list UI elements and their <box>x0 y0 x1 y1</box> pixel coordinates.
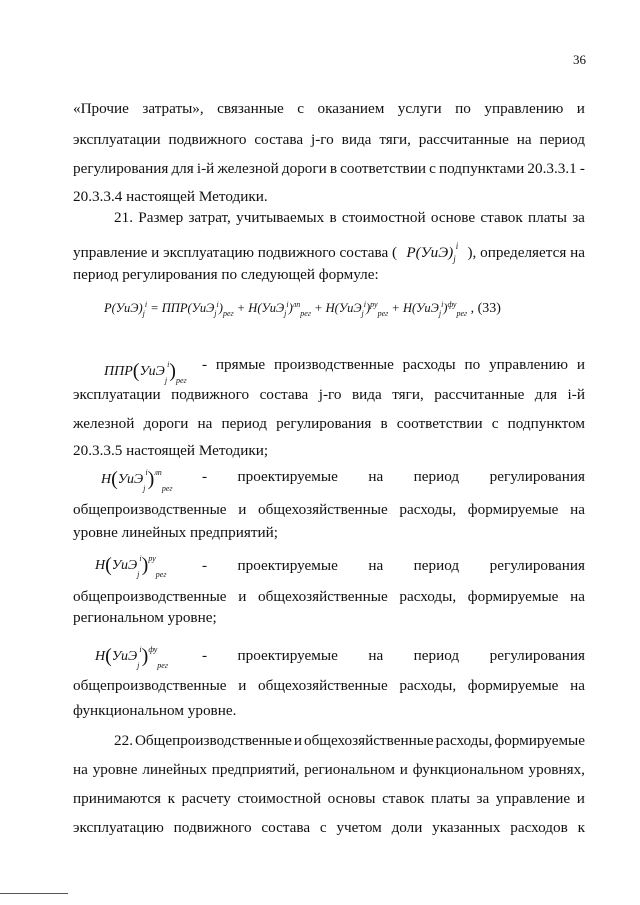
word: проектируемые <box>237 557 338 574</box>
word: стоимостной <box>237 790 322 807</box>
ppr-def-line3 <box>73 414 585 434</box>
word: формируемые <box>467 677 559 694</box>
word: период <box>413 647 460 664</box>
word: ставок <box>382 790 425 807</box>
word: подвижного <box>171 386 250 403</box>
word: Общепроизводственные <box>134 732 292 749</box>
word: к <box>167 790 176 807</box>
ppr-def-line2 <box>73 385 585 405</box>
para21-line2-before: управление и эксплуатацию подвижного состава ( <box>73 243 398 261</box>
word: и <box>576 356 585 373</box>
word: дороги <box>143 415 189 432</box>
word: эксплуатации <box>73 386 161 403</box>
word: в <box>329 160 338 177</box>
word: уровнях, <box>528 761 585 778</box>
para1-line1 <box>73 99 585 119</box>
word: j-го <box>318 386 342 403</box>
word: дороги <box>281 160 327 177</box>
word: общехозяйственные <box>258 501 388 518</box>
word: на <box>570 588 585 605</box>
word: период <box>413 468 460 485</box>
word: и <box>238 501 247 518</box>
para21-line2-after: ), определяется на <box>467 243 585 261</box>
h-lp-term: $H(УиЭ_j^i)^{лп}_{рег}$ <box>101 468 173 493</box>
word: расходов <box>510 819 568 836</box>
word: на <box>73 761 88 778</box>
h-fu-term: $H(УиЭ_j^i)^{фу}_{рег}$ <box>95 645 168 670</box>
word: для <box>171 160 194 177</box>
word: затрат, <box>188 209 231 226</box>
word: с <box>491 415 499 432</box>
word: общепроизводственные <box>73 501 227 518</box>
word: линейных <box>142 761 207 778</box>
word: на <box>570 677 585 694</box>
word: состава <box>261 819 311 836</box>
word: ставок <box>480 209 523 226</box>
word: общехозяйственные <box>303 732 434 749</box>
word: указанных <box>432 819 501 836</box>
word: формируемые <box>494 732 585 749</box>
para1-line4: 20.3.3.4 настоящей Методики. <box>73 188 268 205</box>
word: основы <box>327 790 376 807</box>
h-fu-def-line1 <box>202 646 585 666</box>
word: и <box>238 588 247 605</box>
word: «Прочие <box>73 100 129 117</box>
word: учитываемых <box>236 209 325 226</box>
word: период <box>221 415 267 432</box>
word: прямые <box>215 356 266 373</box>
word: платы <box>528 209 567 226</box>
word: и <box>293 732 302 749</box>
para1-line3 <box>73 159 585 179</box>
word: подпунктами <box>438 160 525 177</box>
word: железной <box>217 160 279 177</box>
word: расходы, <box>399 501 457 518</box>
h-lp-def-line3: уровне линейных предприятий; <box>73 524 278 541</box>
para22-line4 <box>73 818 585 838</box>
word: функциональном <box>412 761 524 778</box>
word: - <box>579 160 585 177</box>
word: регулирования <box>489 647 585 664</box>
word: тяги, <box>379 131 411 148</box>
para22-line3 <box>73 789 585 809</box>
word: с <box>319 819 327 836</box>
word: управлению <box>484 100 564 117</box>
word: эксплуатации <box>73 131 161 148</box>
word: и <box>576 790 585 807</box>
word: с <box>297 100 305 117</box>
h-ru-def-line1 <box>202 556 585 576</box>
word: расходы, <box>435 732 493 749</box>
word: подвижного <box>168 131 247 148</box>
word: основе <box>430 209 476 226</box>
word: состава <box>259 386 309 403</box>
word: в <box>329 209 337 226</box>
word: уровне <box>92 761 138 778</box>
footnote-rule <box>0 893 68 894</box>
word: стоимостной <box>341 209 426 226</box>
word: по <box>455 100 471 117</box>
word: расходы <box>402 356 456 373</box>
para22-line1 <box>114 731 585 751</box>
word: регулирования <box>276 415 372 432</box>
ppr-def-line4: 20.3.3.5 настоящей Методики; <box>73 442 269 459</box>
word: производственные <box>274 356 394 373</box>
word: на <box>368 647 384 664</box>
word: на <box>197 415 213 432</box>
word: за <box>572 209 585 226</box>
word: состава <box>254 131 304 148</box>
word: предприятий, <box>211 761 300 778</box>
word: расходы, <box>399 588 457 605</box>
para21-line3: период регулирования по следующей формуле: <box>73 266 379 283</box>
ppr-term: $ППР(УиЭ_j^i)_{рег}$ <box>104 360 187 385</box>
ppr-def-line1 <box>202 355 585 375</box>
h-ru-def-line3: региональном уровне; <box>73 609 217 626</box>
word: за <box>476 790 490 807</box>
word: управлению <box>489 356 569 373</box>
h-lp-def-line2 <box>73 500 585 520</box>
word: вида <box>351 386 382 403</box>
word: проектируемые <box>237 468 338 485</box>
word: принимаются <box>73 790 162 807</box>
word: формируемые <box>467 588 559 605</box>
h-fu-def-line2 <box>73 676 585 696</box>
word: рассчитанные <box>418 131 509 148</box>
word: оказанием <box>317 100 385 117</box>
word: платы <box>431 790 470 807</box>
word: с <box>429 160 436 177</box>
word: подвижного <box>173 819 252 836</box>
word: управление <box>495 790 571 807</box>
word: эксплуатацию <box>73 819 164 836</box>
word: проектируемые <box>237 647 338 664</box>
word: 21. <box>114 209 133 226</box>
h-ru-term: $H(УиЭ_j^i)^{ру}_{рег}$ <box>95 554 167 579</box>
word: i-й <box>196 160 215 177</box>
word: расчету <box>181 790 231 807</box>
word: 22. <box>114 732 133 749</box>
word: регулирования <box>489 557 585 574</box>
word: подпунктом <box>507 415 585 432</box>
para1-line2 <box>73 130 585 150</box>
word: связанные <box>217 100 284 117</box>
word: на <box>516 131 532 148</box>
word: на <box>368 557 384 574</box>
word: расходы, <box>399 677 457 694</box>
word: железной <box>73 415 135 432</box>
word: на <box>368 468 384 485</box>
page-number: 36 <box>573 52 586 67</box>
word: региональном <box>304 761 395 778</box>
h-fu-def-line3: функциональном уровне. <box>73 702 237 719</box>
word: 20.3.3.1 <box>527 160 577 177</box>
word: - <box>202 647 208 664</box>
word: общепроизводственные <box>73 677 227 694</box>
word: - <box>202 356 208 373</box>
word: i-й <box>567 386 585 403</box>
word: затраты», <box>142 100 204 117</box>
word: - <box>202 468 208 485</box>
word: вида <box>341 131 372 148</box>
inline-formula-p-uie: $P(УиЭ)_j^i$ <box>406 241 459 264</box>
word: соответствии <box>340 160 426 177</box>
formula-33: $P(УиЭ)_j^i = ППР(УиЭ_j^i)_{рег} + H(УиЭ_j^i)^{лп}_{рег} + H(УиЭ_j^i)^{ру}_{рег} + H(УиЭ_j^i)^{фу}_{рег}$ , (33) <box>104 300 501 318</box>
word: регулирования <box>489 468 585 485</box>
para21-line1 <box>114 208 585 228</box>
word: общепроизводственные <box>73 588 227 605</box>
word: рассчитанные <box>434 386 525 403</box>
word: и <box>399 761 408 778</box>
word: и <box>576 100 585 117</box>
word: период <box>539 131 585 148</box>
para22-line2 <box>73 760 585 780</box>
word: общехозяйственные <box>258 677 388 694</box>
h-ru-def-line2 <box>73 587 585 607</box>
word: период <box>413 557 460 574</box>
h-lp-def-line1 <box>202 467 585 487</box>
word: тяги, <box>392 386 424 403</box>
word: по <box>464 356 481 373</box>
word: регулирования <box>73 160 169 177</box>
word: и <box>238 677 247 694</box>
word: - <box>202 557 208 574</box>
word: Размер <box>138 209 184 226</box>
word: доли <box>391 819 423 836</box>
word: в <box>380 415 388 432</box>
word: на <box>570 501 585 518</box>
word: учетом <box>336 819 382 836</box>
word: соответствии <box>396 415 483 432</box>
word: j-го <box>311 131 334 148</box>
word: общехозяйственные <box>258 588 388 605</box>
word: для <box>534 386 558 403</box>
word: услуги <box>397 100 442 117</box>
word: формируемые <box>467 501 559 518</box>
word: к <box>577 819 585 836</box>
